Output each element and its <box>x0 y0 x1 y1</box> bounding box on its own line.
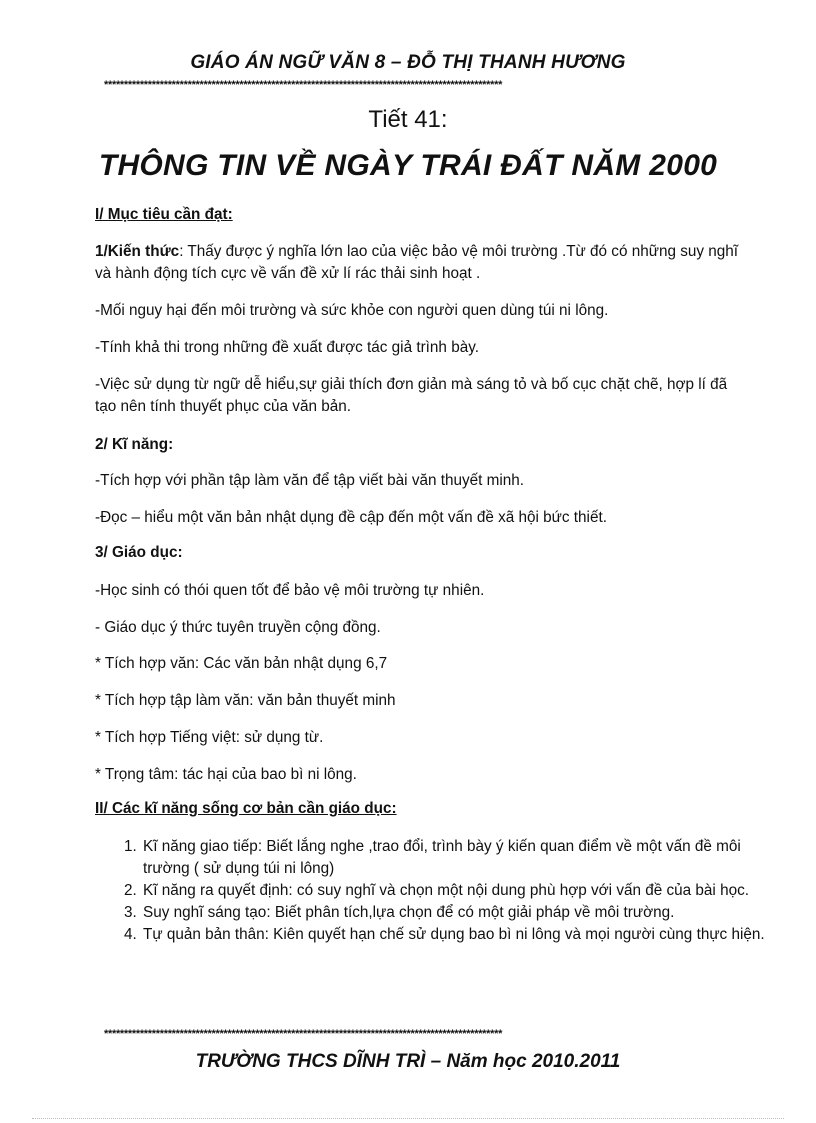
education-point: * Tích hợp văn: Các văn bản nhật dụng 6,7 <box>95 655 388 672</box>
list-item: 3. Suy nghĩ sáng tạo: Biết phân tích,lựa chọn để có một giải pháp về môi trường. <box>141 902 781 924</box>
education-label: 3/ Giáo dục: <box>95 544 183 561</box>
education-point: -Học sinh có thói quen tốt để bảo vệ môi trường tự nhiên. <box>95 582 485 599</box>
header-title: GIÁO ÁN NGỮ VĂN 8 – ĐỖ THỊ THANH HƯƠNG <box>190 52 626 73</box>
knowledge-label: 1/Kiến thức <box>95 243 180 260</box>
education-point: - Giáo dục ý thức tuyên truyền cộng đồng. <box>95 619 381 636</box>
page-bottom-rule <box>32 1118 784 1119</box>
list-item: 2. Kĩ năng ra quyết định: có suy nghĩ và chọn một nội dung phù hợp với vấn đề của bài học. <box>141 880 781 902</box>
education-point: * Tích hợp Tiếng việt: sử dụng từ. <box>95 729 324 746</box>
section-1-heading: I/ Mục tiêu cần đạt: <box>95 206 233 223</box>
knowledge-text: : Thấy được ý nghĩa lớn lao của việc bảo vệ môi trường .Từ đó có những suy nghĩ và hành động tích cực về vấn đề xử lí rác thải sinh hoạt . <box>95 243 739 282</box>
lesson-title: THÔNG TIN VỀ NGÀY TRÁI ĐẤT NĂM 2000 <box>98 149 718 182</box>
footer-text: TRƯỜNG THCS DĨNH TRÌ – Năm học 2010.2011 <box>195 1051 621 1072</box>
section-2-heading: II/ Các kĩ năng sống cơ bản cần giáo dục: <box>95 800 397 817</box>
skills-point: -Đọc – hiểu một văn bản nhật dụng đề cập đến một vấn đề xã hội bức thiết. <box>95 509 607 526</box>
list-item: 1. Kĩ năng giao tiếp: Biết lắng nghe ,trao đổi, trình bày ý kiến quan điểm về một vấn đề môi trường ( sử dụng túi ni lông) <box>141 836 781 880</box>
skills-point: -Tích hợp với phần tập làm văn để tập viết bài văn thuyết minh. <box>95 472 525 489</box>
header-star-divider: **************************************************************************************************** <box>104 79 503 91</box>
lesson-number: Tiết 41: <box>368 106 448 133</box>
life-skills-list <box>95 836 781 946</box>
footer-star-divider: **************************************************************************************************** <box>104 1028 503 1040</box>
skills-label: 2/ Kĩ năng: <box>95 436 174 453</box>
knowledge-point: -Mối nguy hại đến môi trường và sức khỏe con người quen dùng túi ni lông. <box>95 302 609 319</box>
knowledge-point: -Việc sử dụng từ ngữ dễ hiểu,sự giải thích đơn giản mà sáng tỏ và bố cục chặt chẽ, hợp lí đã tạo nên tính thuyết phục của văn bản. <box>95 376 728 415</box>
knowledge-point: -Tính khả thi trong những đề xuất được tác giả trình bày. <box>95 339 479 356</box>
education-point: * Tích hợp tập làm văn: văn bản thuyết minh <box>95 692 396 709</box>
list-item: 4. Tự quản bản thân: Kiên quyết hạn chế sử dụng bao bì ni lông và mọi người cùng thực hiện. <box>141 924 781 946</box>
education-point: * Trọng tâm: tác hại của bao bì ni lông. <box>95 766 357 783</box>
knowledge-paragraph <box>95 241 745 285</box>
